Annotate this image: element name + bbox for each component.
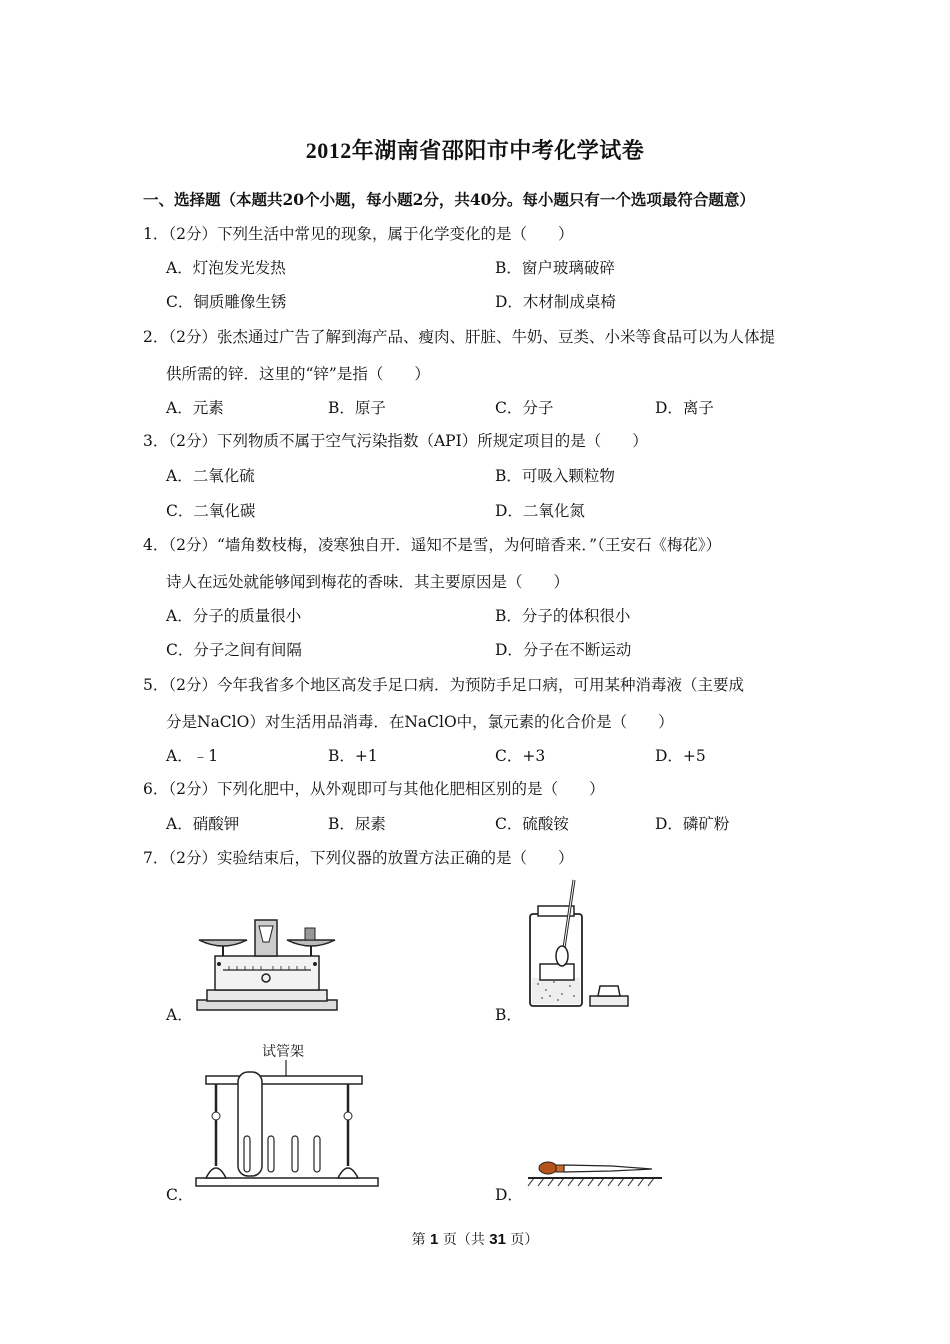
question-2-option-a[interactable]: A．元素 [166, 399, 224, 417]
question-2-stem-line-2: 供所需的锌．这里的“锌”是指（ ） [166, 365, 430, 383]
exam-title: 2012年湖南省邵阳市中考化学试卷 [305, 138, 645, 163]
question-5-stem-line-2: 分是NaClO）对生活用品消毒．在NaClO中，氯元素的化合价是（ ） [166, 713, 674, 731]
question-4-option-c[interactable]: C．分子之间有间隔 [166, 641, 302, 659]
footer-middle: 页（共 [438, 1232, 490, 1248]
question-6-option-c[interactable]: C．硫酸铵 [495, 815, 569, 833]
question-1-option-d[interactable]: D．木材制成桌椅 [495, 293, 616, 311]
balance-figure [193, 912, 341, 1012]
question-2-option-d[interactable]: D．离子 [655, 399, 714, 417]
question-1-option-a[interactable]: A．灯泡发光发热 [166, 259, 286, 277]
question-3-option-b[interactable]: B．可吸入颗粒物 [495, 467, 615, 485]
total-pages-number: 31 [489, 1231, 506, 1248]
question-4-option-b[interactable]: B．分子的体积很小 [495, 607, 631, 625]
question-6-option-b[interactable]: B．尿素 [328, 815, 386, 833]
page-footer [0, 1229, 950, 1249]
question-5-option-a[interactable]: A．﹣1 [166, 747, 219, 765]
question-6-option-a[interactable]: A．硝酸钾 [166, 815, 240, 833]
question-4-option-d[interactable]: D．分子在不断运动 [495, 641, 632, 659]
question-2-stem-line-1: 2．（2分）张杰通过广告了解到海产品、瘦肉、肝脏、牛奶、豆类、小米等食品可以为人体提 [143, 328, 775, 346]
question-4-option-a[interactable]: A．分子的质量很小 [166, 607, 302, 625]
dropper-figure [526, 1156, 666, 1188]
question-5-option-b[interactable]: B．+1 [328, 747, 378, 765]
question-7-stem: 7．（2分）实验结束后，下列仪器的放置方法正确的是（ ） [143, 849, 574, 867]
question-7-option-d[interactable]: D． [495, 1186, 523, 1204]
question-7-option-b[interactable]: B． [495, 1006, 522, 1024]
question-6-stem: 6．（2分）下列化肥中，从外观即可与其他化肥相区别的是（ ） [143, 780, 605, 798]
question-3-option-a[interactable]: A．二氧化硫 [166, 467, 255, 485]
question-3-option-c[interactable]: C．二氧化碳 [166, 502, 256, 520]
reagent-bottle-figure [524, 878, 634, 1010]
question-5-option-d[interactable]: D．+5 [655, 747, 706, 765]
test-tube-rack-figure [192, 1040, 382, 1188]
question-1-option-c[interactable]: C．铜质雕像生锈 [166, 293, 287, 311]
question-7-option-a[interactable]: A． [166, 1006, 193, 1024]
current-page-number: 1 [430, 1231, 439, 1248]
question-3-option-d[interactable]: D．二氧化氮 [495, 502, 585, 520]
question-2-option-c[interactable]: C．分子 [495, 399, 554, 417]
question-6-option-d[interactable]: D．磷矿粉 [655, 815, 730, 833]
question-4-stem-line-1: 4．（2分）“墙角数枝梅，凌寒独自开．遥知不是雪，为何暗香来．”（王安石《梅花》） [143, 536, 722, 554]
question-4-stem-line-2: 诗人在远处就能够闻到梅花的香味．其主要原因是（ ） [166, 573, 570, 591]
question-5-option-c[interactable]: C．+3 [495, 747, 546, 765]
footer-prefix: 第 [411, 1232, 431, 1248]
test-tube-rack-label: 试管架 [262, 1044, 304, 1060]
section-heading: 一、选择题（本题共20个小题，每小题2分，共40分。每小题只有一个选项最符合题意） [143, 190, 755, 209]
footer-suffix: 页） [505, 1232, 539, 1248]
question-3-stem: 3．（2分）下列物质不属于空气污染指数（API）所规定项目的是（ ） [143, 432, 648, 450]
question-2-option-b[interactable]: B．原子 [328, 399, 386, 417]
question-1-option-b[interactable]: B．窗户玻璃破碎 [495, 259, 615, 277]
question-5-stem-line-1: 5．（2分）今年我省多个地区高发手足口病．为预防手足口病，可用某种消毒液（主要成 [143, 676, 744, 694]
question-1-stem: 1．（2分）下列生活中常见的现象，属于化学变化的是（ ） [143, 225, 574, 243]
question-7-option-c[interactable]: C． [166, 1186, 194, 1204]
